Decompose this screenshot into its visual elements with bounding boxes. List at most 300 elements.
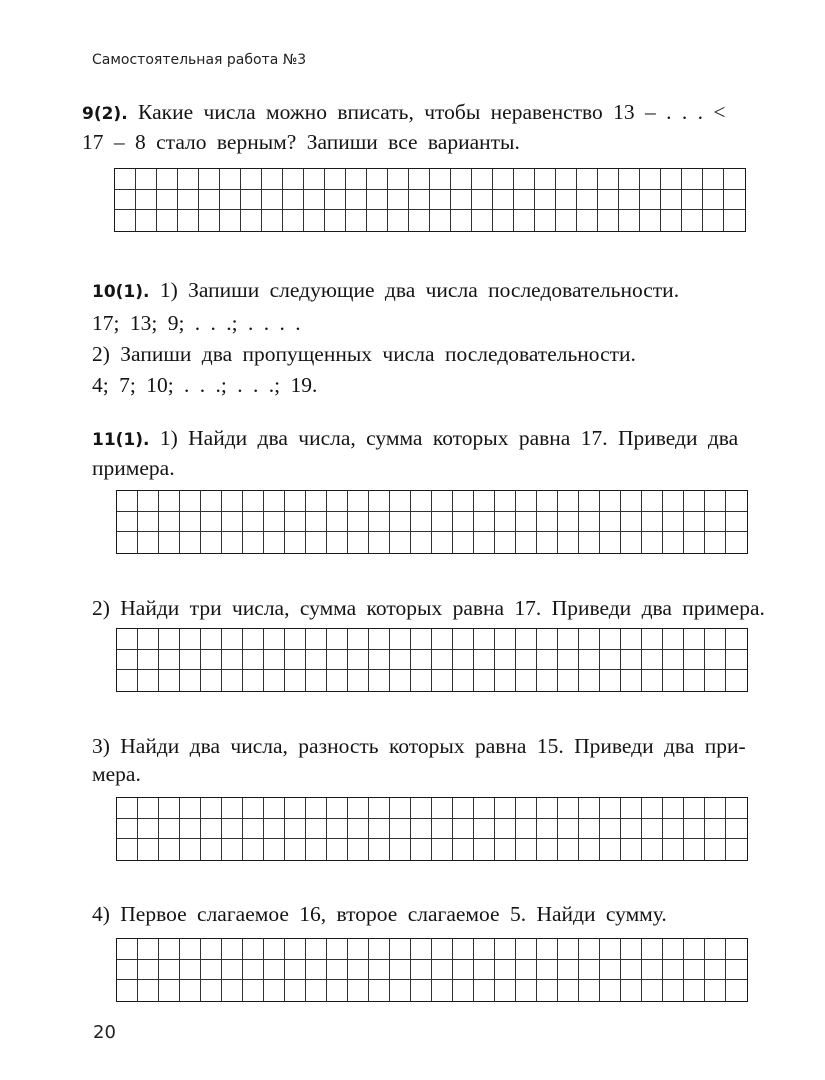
grid-cell[interactable]: [579, 939, 600, 960]
grid-cell[interactable]: [243, 839, 264, 860]
grid-cell[interactable]: [558, 491, 579, 512]
grid-cell[interactable]: [199, 210, 220, 231]
grid-cell[interactable]: [724, 210, 745, 231]
grid-cell[interactable]: [516, 839, 537, 860]
grid-cell[interactable]: [621, 629, 642, 650]
grid-cell[interactable]: [537, 798, 558, 819]
grid-cell[interactable]: [390, 939, 411, 960]
grid-cell[interactable]: [117, 512, 138, 533]
grid-cell[interactable]: [598, 210, 619, 231]
grid-cell[interactable]: [222, 670, 243, 691]
grid-cell[interactable]: [600, 798, 621, 819]
grid-cell[interactable]: [327, 532, 348, 553]
grid-cell[interactable]: [705, 980, 726, 1001]
grid-cell[interactable]: [430, 210, 451, 231]
grid-cell[interactable]: [285, 670, 306, 691]
grid-cell[interactable]: [430, 169, 451, 190]
grid-cell[interactable]: [537, 839, 558, 860]
grid-cell[interactable]: [705, 819, 726, 840]
grid-cell[interactable]: [642, 532, 663, 553]
grid-cell[interactable]: [138, 839, 159, 860]
grid-cell[interactable]: [159, 532, 180, 553]
grid-cell[interactable]: [159, 939, 180, 960]
answer-grid-task-11-part-4[interactable]: [116, 938, 748, 1002]
grid-cell[interactable]: [411, 960, 432, 981]
grid-cell[interactable]: [159, 491, 180, 512]
grid-cell[interactable]: [220, 169, 241, 190]
grid-cell[interactable]: [369, 670, 390, 691]
grid-cell[interactable]: [558, 980, 579, 1001]
grid-cell[interactable]: [495, 532, 516, 553]
grid-cell[interactable]: [306, 839, 327, 860]
grid-cell[interactable]: [157, 210, 178, 231]
grid-cell[interactable]: [283, 169, 304, 190]
grid-cell[interactable]: [180, 512, 201, 533]
grid-cell[interactable]: [222, 819, 243, 840]
grid-cell[interactable]: [369, 939, 390, 960]
grid-cell[interactable]: [684, 670, 705, 691]
grid-cell[interactable]: [642, 798, 663, 819]
grid-cell[interactable]: [495, 960, 516, 981]
grid-cell[interactable]: [621, 980, 642, 1001]
grid-cell[interactable]: [369, 980, 390, 1001]
grid-cell[interactable]: [684, 629, 705, 650]
grid-cell[interactable]: [682, 169, 703, 190]
grid-cell[interactable]: [222, 512, 243, 533]
grid-cell[interactable]: [474, 670, 495, 691]
grid-cell[interactable]: [642, 839, 663, 860]
grid-cell[interactable]: [285, 839, 306, 860]
grid-cell[interactable]: [159, 512, 180, 533]
grid-cell[interactable]: [705, 670, 726, 691]
grid-cell[interactable]: [306, 819, 327, 840]
grid-cell[interactable]: [390, 839, 411, 860]
grid-cell[interactable]: [346, 169, 367, 190]
grid-cell[interactable]: [558, 629, 579, 650]
grid-cell[interactable]: [537, 670, 558, 691]
grid-cell[interactable]: [411, 491, 432, 512]
grid-cell[interactable]: [663, 798, 684, 819]
grid-cell[interactable]: [682, 210, 703, 231]
grid-cell[interactable]: [159, 839, 180, 860]
grid-cell[interactable]: [306, 960, 327, 981]
grid-cell[interactable]: [117, 798, 138, 819]
grid-cell[interactable]: [222, 491, 243, 512]
grid-cell[interactable]: [369, 839, 390, 860]
grid-cell[interactable]: [516, 960, 537, 981]
grid-cell[interactable]: [201, 629, 222, 650]
grid-cell[interactable]: [243, 960, 264, 981]
grid-cell[interactable]: [243, 491, 264, 512]
grid-cell[interactable]: [285, 650, 306, 671]
grid-cell[interactable]: [495, 980, 516, 1001]
grid-cell[interactable]: [411, 819, 432, 840]
grid-cell[interactable]: [432, 960, 453, 981]
grid-cell[interactable]: [577, 190, 598, 211]
grid-cell[interactable]: [180, 532, 201, 553]
grid-cell[interactable]: [199, 169, 220, 190]
grid-cell[interactable]: [138, 491, 159, 512]
grid-cell[interactable]: [619, 210, 640, 231]
grid-cell[interactable]: [264, 819, 285, 840]
grid-cell[interactable]: [537, 532, 558, 553]
grid-cell[interactable]: [306, 670, 327, 691]
grid-cell[interactable]: [264, 491, 285, 512]
grid-cell[interactable]: [558, 650, 579, 671]
grid-cell[interactable]: [558, 512, 579, 533]
grid-cell[interactable]: [579, 839, 600, 860]
grid-cell[interactable]: [157, 190, 178, 211]
grid-cell[interactable]: [327, 491, 348, 512]
grid-cell[interactable]: [138, 798, 159, 819]
grid-cell[interactable]: [180, 819, 201, 840]
grid-cell[interactable]: [621, 650, 642, 671]
grid-cell[interactable]: [663, 819, 684, 840]
grid-cell[interactable]: [453, 819, 474, 840]
grid-cell[interactable]: [388, 190, 409, 211]
grid-cell[interactable]: [705, 798, 726, 819]
grid-cell[interactable]: [724, 169, 745, 190]
grid-cell[interactable]: [493, 169, 514, 190]
grid-cell[interactable]: [411, 532, 432, 553]
grid-cell[interactable]: [663, 670, 684, 691]
grid-cell[interactable]: [705, 960, 726, 981]
grid-cell[interactable]: [222, 839, 243, 860]
grid-cell[interactable]: [390, 650, 411, 671]
grid-cell[interactable]: [453, 650, 474, 671]
grid-cell[interactable]: [327, 980, 348, 1001]
grid-cell[interactable]: [579, 491, 600, 512]
grid-cell[interactable]: [579, 650, 600, 671]
grid-cell[interactable]: [241, 210, 262, 231]
grid-cell[interactable]: [472, 169, 493, 190]
grid-cell[interactable]: [516, 819, 537, 840]
grid-cell[interactable]: [642, 980, 663, 1001]
grid-cell[interactable]: [117, 839, 138, 860]
grid-cell[interactable]: [558, 532, 579, 553]
grid-cell[interactable]: [516, 512, 537, 533]
grid-cell[interactable]: [285, 532, 306, 553]
grid-cell[interactable]: [537, 512, 558, 533]
grid-cell[interactable]: [348, 798, 369, 819]
grid-cell[interactable]: [684, 960, 705, 981]
grid-cell[interactable]: [264, 650, 285, 671]
grid-cell[interactable]: [493, 190, 514, 211]
grid-cell[interactable]: [201, 532, 222, 553]
grid-cell[interactable]: [495, 670, 516, 691]
grid-cell[interactable]: [180, 650, 201, 671]
grid-cell[interactable]: [726, 980, 747, 1001]
grid-cell[interactable]: [516, 939, 537, 960]
grid-cell[interactable]: [663, 629, 684, 650]
grid-cell[interactable]: [558, 819, 579, 840]
grid-cell[interactable]: [474, 532, 495, 553]
grid-cell[interactable]: [556, 190, 577, 211]
grid-cell[interactable]: [390, 491, 411, 512]
grid-cell[interactable]: [264, 960, 285, 981]
grid-cell[interactable]: [535, 190, 556, 211]
grid-cell[interactable]: [432, 670, 453, 691]
grid-cell[interactable]: [472, 190, 493, 211]
grid-cell[interactable]: [514, 210, 535, 231]
grid-cell[interactable]: [306, 491, 327, 512]
grid-cell[interactable]: [178, 169, 199, 190]
grid-cell[interactable]: [726, 960, 747, 981]
grid-cell[interactable]: [705, 839, 726, 860]
grid-cell[interactable]: [348, 939, 369, 960]
grid-cell[interactable]: [306, 798, 327, 819]
grid-cell[interactable]: [558, 670, 579, 691]
grid-cell[interactable]: [495, 819, 516, 840]
grid-cell[interactable]: [495, 939, 516, 960]
grid-cell[interactable]: [579, 670, 600, 691]
grid-cell[interactable]: [390, 532, 411, 553]
grid-cell[interactable]: [409, 210, 430, 231]
grid-cell[interactable]: [640, 210, 661, 231]
grid-cell[interactable]: [537, 939, 558, 960]
grid-cell[interactable]: [642, 650, 663, 671]
grid-cell[interactable]: [327, 512, 348, 533]
grid-cell[interactable]: [621, 798, 642, 819]
grid-cell[interactable]: [327, 798, 348, 819]
grid-cell[interactable]: [703, 190, 724, 211]
grid-cell[interactable]: [201, 839, 222, 860]
grid-cell[interactable]: [348, 650, 369, 671]
grid-cell[interactable]: [411, 670, 432, 691]
grid-cell[interactable]: [663, 839, 684, 860]
grid-cell[interactable]: [117, 532, 138, 553]
grid-cell[interactable]: [367, 190, 388, 211]
grid-cell[interactable]: [348, 532, 369, 553]
grid-cell[interactable]: [493, 210, 514, 231]
grid-cell[interactable]: [579, 512, 600, 533]
grid-cell[interactable]: [348, 819, 369, 840]
grid-cell[interactable]: [514, 169, 535, 190]
grid-cell[interactable]: [684, 839, 705, 860]
grid-cell[interactable]: [369, 650, 390, 671]
grid-cell[interactable]: [600, 491, 621, 512]
grid-cell[interactable]: [432, 939, 453, 960]
grid-cell[interactable]: [117, 629, 138, 650]
grid-cell[interactable]: [600, 650, 621, 671]
grid-cell[interactable]: [327, 670, 348, 691]
grid-cell[interactable]: [600, 670, 621, 691]
grid-cell[interactable]: [388, 169, 409, 190]
grid-cell[interactable]: [537, 491, 558, 512]
grid-cell[interactable]: [621, 839, 642, 860]
grid-cell[interactable]: [474, 980, 495, 1001]
grid-cell[interactable]: [220, 190, 241, 211]
grid-cell[interactable]: [579, 532, 600, 553]
grid-cell[interactable]: [474, 491, 495, 512]
answer-grid-task-9[interactable]: [114, 168, 746, 232]
grid-cell[interactable]: [621, 670, 642, 691]
grid-cell[interactable]: [705, 939, 726, 960]
grid-cell[interactable]: [285, 512, 306, 533]
grid-cell[interactable]: [537, 960, 558, 981]
grid-cell[interactable]: [243, 512, 264, 533]
grid-cell[interactable]: [453, 629, 474, 650]
grid-cell[interactable]: [201, 798, 222, 819]
grid-cell[interactable]: [325, 190, 346, 211]
grid-cell[interactable]: [390, 960, 411, 981]
grid-cell[interactable]: [180, 839, 201, 860]
grid-cell[interactable]: [180, 980, 201, 1001]
grid-cell[interactable]: [642, 819, 663, 840]
grid-cell[interactable]: [304, 169, 325, 190]
grid-cell[interactable]: [453, 839, 474, 860]
grid-cell[interactable]: [411, 939, 432, 960]
grid-cell[interactable]: [283, 210, 304, 231]
grid-cell[interactable]: [117, 960, 138, 981]
grid-cell[interactable]: [201, 939, 222, 960]
grid-cell[interactable]: [138, 670, 159, 691]
grid-cell[interactable]: [514, 190, 535, 211]
grid-cell[interactable]: [180, 960, 201, 981]
grid-cell[interactable]: [348, 960, 369, 981]
grid-cell[interactable]: [600, 819, 621, 840]
grid-cell[interactable]: [138, 532, 159, 553]
grid-cell[interactable]: [558, 798, 579, 819]
grid-cell[interactable]: [306, 980, 327, 1001]
grid-cell[interactable]: [495, 650, 516, 671]
grid-cell[interactable]: [369, 960, 390, 981]
grid-cell[interactable]: [516, 532, 537, 553]
grid-cell[interactable]: [115, 169, 136, 190]
grid-cell[interactable]: [201, 650, 222, 671]
grid-cell[interactable]: [243, 629, 264, 650]
grid-cell[interactable]: [432, 819, 453, 840]
grid-cell[interactable]: [661, 169, 682, 190]
grid-cell[interactable]: [285, 939, 306, 960]
grid-cell[interactable]: [726, 491, 747, 512]
grid-cell[interactable]: [348, 670, 369, 691]
grid-cell[interactable]: [495, 798, 516, 819]
grid-cell[interactable]: [432, 980, 453, 1001]
grid-cell[interactable]: [556, 210, 577, 231]
grid-cell[interactable]: [327, 819, 348, 840]
grid-cell[interactable]: [705, 491, 726, 512]
grid-cell[interactable]: [264, 939, 285, 960]
grid-cell[interactable]: [474, 939, 495, 960]
grid-cell[interactable]: [264, 980, 285, 1001]
grid-cell[interactable]: [159, 629, 180, 650]
grid-cell[interactable]: [306, 939, 327, 960]
grid-cell[interactable]: [577, 210, 598, 231]
grid-cell[interactable]: [663, 960, 684, 981]
grid-cell[interactable]: [640, 190, 661, 211]
grid-cell[interactable]: [495, 512, 516, 533]
grid-cell[interactable]: [453, 491, 474, 512]
grid-cell[interactable]: [474, 629, 495, 650]
grid-cell[interactable]: [138, 512, 159, 533]
grid-cell[interactable]: [199, 190, 220, 211]
grid-cell[interactable]: [138, 650, 159, 671]
grid-cell[interactable]: [367, 210, 388, 231]
grid-cell[interactable]: [222, 798, 243, 819]
grid-cell[interactable]: [579, 819, 600, 840]
grid-cell[interactable]: [180, 798, 201, 819]
grid-cell[interactable]: [264, 798, 285, 819]
grid-cell[interactable]: [474, 960, 495, 981]
grid-cell[interactable]: [243, 532, 264, 553]
grid-cell[interactable]: [600, 512, 621, 533]
grid-cell[interactable]: [495, 491, 516, 512]
grid-cell[interactable]: [325, 169, 346, 190]
grid-cell[interactable]: [138, 980, 159, 1001]
grid-cell[interactable]: [724, 190, 745, 211]
grid-cell[interactable]: [474, 650, 495, 671]
grid-cell[interactable]: [642, 960, 663, 981]
grid-cell[interactable]: [411, 798, 432, 819]
grid-cell[interactable]: [264, 670, 285, 691]
grid-cell[interactable]: [619, 169, 640, 190]
grid-cell[interactable]: [390, 629, 411, 650]
grid-cell[interactable]: [411, 839, 432, 860]
grid-cell[interactable]: [327, 939, 348, 960]
grid-cell[interactable]: [264, 512, 285, 533]
grid-cell[interactable]: [726, 939, 747, 960]
grid-cell[interactable]: [684, 819, 705, 840]
grid-cell[interactable]: [243, 798, 264, 819]
grid-cell[interactable]: [304, 210, 325, 231]
grid-cell[interactable]: [598, 190, 619, 211]
grid-cell[interactable]: [621, 960, 642, 981]
grid-cell[interactable]: [453, 670, 474, 691]
grid-cell[interactable]: [451, 169, 472, 190]
grid-cell[interactable]: [117, 819, 138, 840]
grid-cell[interactable]: [598, 169, 619, 190]
answer-grid-task-11-part-3[interactable]: [116, 797, 748, 861]
grid-cell[interactable]: [432, 532, 453, 553]
grid-cell[interactable]: [285, 798, 306, 819]
grid-cell[interactable]: [432, 839, 453, 860]
grid-cell[interactable]: [262, 169, 283, 190]
grid-cell[interactable]: [579, 960, 600, 981]
grid-cell[interactable]: [726, 650, 747, 671]
grid-cell[interactable]: [283, 190, 304, 211]
grid-cell[interactable]: [663, 980, 684, 1001]
grid-cell[interactable]: [684, 532, 705, 553]
grid-cell[interactable]: [495, 839, 516, 860]
grid-cell[interactable]: [661, 190, 682, 211]
grid-cell[interactable]: [537, 629, 558, 650]
grid-cell[interactable]: [535, 210, 556, 231]
grid-cell[interactable]: [201, 980, 222, 1001]
grid-cell[interactable]: [579, 629, 600, 650]
grid-cell[interactable]: [556, 169, 577, 190]
grid-cell[interactable]: [684, 798, 705, 819]
grid-cell[interactable]: [600, 939, 621, 960]
grid-cell[interactable]: [684, 491, 705, 512]
grid-cell[interactable]: [159, 670, 180, 691]
grid-cell[interactable]: [201, 491, 222, 512]
grid-cell[interactable]: [285, 491, 306, 512]
grid-cell[interactable]: [285, 629, 306, 650]
grid-cell[interactable]: [537, 819, 558, 840]
grid-cell[interactable]: [642, 629, 663, 650]
grid-cell[interactable]: [409, 190, 430, 211]
grid-cell[interactable]: [201, 512, 222, 533]
grid-cell[interactable]: [390, 512, 411, 533]
grid-cell[interactable]: [157, 169, 178, 190]
grid-cell[interactable]: [264, 629, 285, 650]
grid-cell[interactable]: [432, 798, 453, 819]
grid-cell[interactable]: [453, 532, 474, 553]
grid-cell[interactable]: [180, 491, 201, 512]
grid-cell[interactable]: [285, 960, 306, 981]
grid-cell[interactable]: [474, 798, 495, 819]
